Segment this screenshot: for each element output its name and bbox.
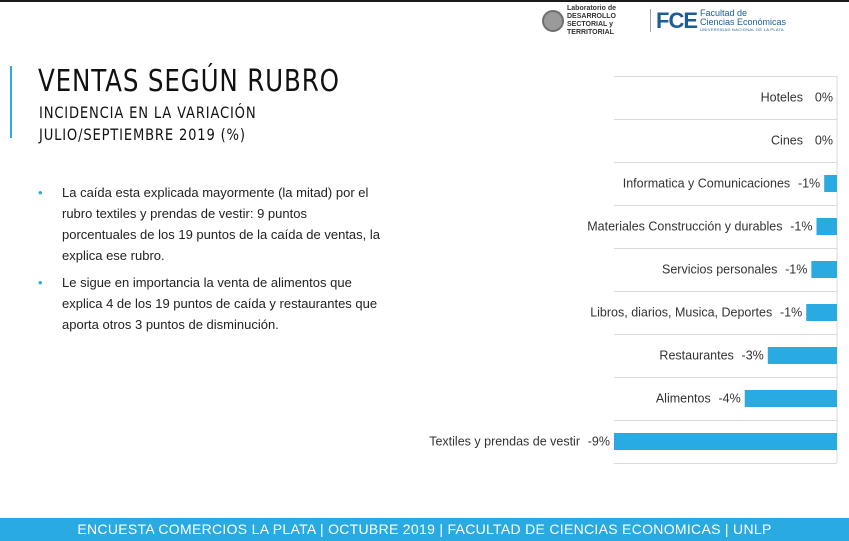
bar-chart [400, 76, 845, 463]
subtitle-line2: JULIO/SEPTIEMBRE 2019 (%) [39, 125, 246, 144]
category-label: Alimentos [655, 391, 711, 406]
bar [745, 390, 837, 407]
category-label: Servicios personales [662, 262, 778, 277]
bar [806, 304, 837, 321]
data-label: -1% [785, 262, 808, 277]
bar [811, 261, 837, 278]
category-label: Hoteles [760, 90, 803, 105]
bullet-icon: • [38, 275, 43, 290]
lab-emblem-icon [542, 10, 564, 32]
title-accent-bar [10, 66, 12, 138]
bar [816, 218, 837, 235]
bullet-item [38, 182, 383, 266]
category-label: Textiles y prendas de vestir [429, 434, 580, 449]
slide-subtitle [39, 102, 256, 146]
data-label: 0% [814, 90, 833, 105]
bullet-text: Le sigue en importancia la venta de alimentos que explica 4 de los 19 puntos de caída y restaurantes que aporta otros 3 puntos de disminución. [62, 275, 378, 332]
data-label: -1% [780, 305, 803, 320]
data-label: -3% [741, 348, 764, 363]
lab-logo-line2: SECTORIAL y TERRITORIAL [567, 21, 614, 36]
lab-logo-text [567, 5, 647, 37]
data-label: -4% [718, 391, 741, 406]
category-label: Informatica y Comunicaciones [622, 176, 791, 191]
category-label: Libros, diarios, Musica, Deportes [590, 305, 773, 320]
category-label: Restaurantes [659, 348, 734, 363]
bullet-list [38, 182, 383, 341]
fce-line3: UNIVERSIDAD NACIONAL DE LA PLATA [700, 27, 784, 32]
subtitle-line1: INCIDENCIA EN LA VARIACIÓN [39, 103, 257, 122]
data-label: -9% [587, 434, 610, 449]
lab-logo-line1: Laboratorio de DESARROLLO [567, 5, 617, 20]
fce-logo-text [700, 9, 786, 33]
footer-bar: ENCUESTA COMERCIOS LA PLATA | OCTUBRE 2019 | FACULTAD DE CIENCIAS ECONOMICAS | UNLP [0, 518, 849, 541]
bar [614, 433, 837, 450]
data-label: -1% [790, 219, 813, 234]
fce-logo [656, 8, 786, 34]
logo-divider [650, 9, 651, 32]
data-label: -1% [797, 176, 821, 191]
category-label: Materiales Construcción y durables [587, 219, 783, 234]
data-label: 0% [814, 133, 833, 148]
category-label: Cines [771, 133, 803, 148]
fce-line1: Facultad de [700, 8, 748, 18]
lab-logo [542, 7, 647, 35]
fce-line2: Ciencias Económicas [700, 17, 787, 27]
bar [768, 347, 837, 364]
fce-mark: FCE [656, 8, 697, 33]
slide-title: VENTAS SEGÚN RUBRO [38, 64, 340, 99]
bullet-icon: • [38, 185, 43, 200]
top-rule [0, 0, 849, 2]
bar [824, 175, 837, 192]
bullet-text: La caída esta explicada mayormente (la mitad) por el rubro textiles y prendas de vestir: 9 puntos porcentuales de los 19 puntos de la caída de ventas, la explica ese rubro. [62, 185, 380, 263]
bullet-item [38, 272, 383, 335]
